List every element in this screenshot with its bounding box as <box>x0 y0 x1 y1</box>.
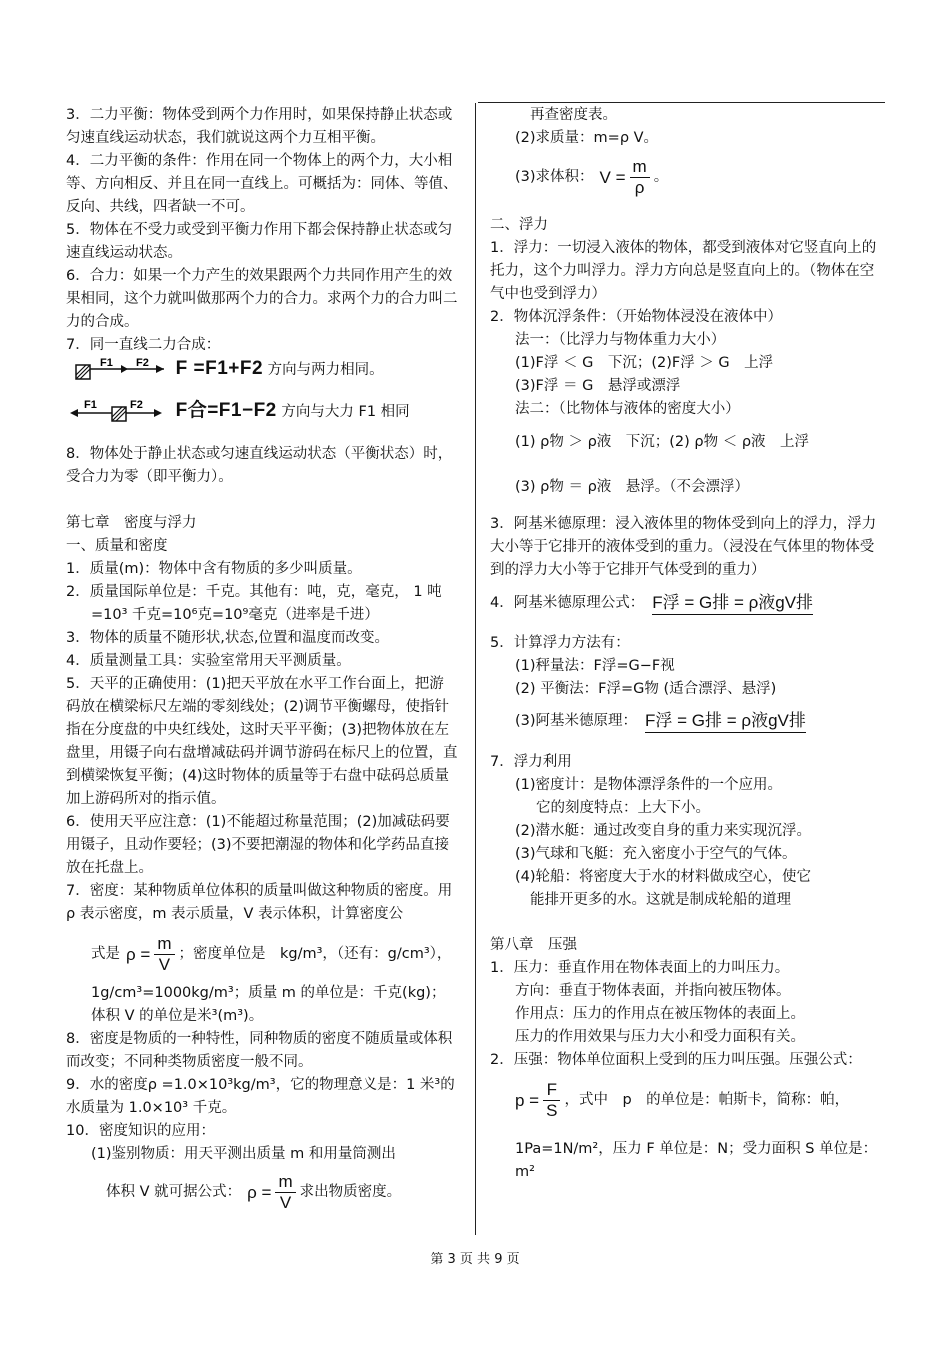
pressure-point: 作用点：压力的作用点在被压物体的表面上。 <box>515 1006 805 1022</box>
pascal-unit: 1Pa=1N/m²，压力 F 单位是：N；受力面积 S 单位是： <box>515 1141 878 1157</box>
method-1-cases: (1)F浮 ＜ G 下沉；(2)F浮 ＞ G 上浮 <box>515 355 774 371</box>
method-1: 法一：（比浮力与物体重力大小） <box>515 332 726 348</box>
ship-cont: 能排开更多的水。这就是制成轮船的道理 <box>530 892 791 908</box>
density-formula-row-2: 体积 V 就可据公式： ρ = $\frac{m}{V}$ 求出物质密度。 <box>106 1171 402 1212</box>
balance-method: (2) 平衡法：F浮=G物 (适合漂浮、悬浮) <box>515 681 777 697</box>
density-item-8: 8．密度是物质的一种特性，同种物质的密度不随质量或体积而改变；不同种类物质密度一般不同。 <box>66 1031 453 1070</box>
density-fraction: $\frac{m}{V}$ <box>154 934 174 975</box>
section-buoyancy: 二、浮力 <box>490 217 548 233</box>
find-volume-row: (3)求体积： V = $\frac{m}{\rho}$ 。 <box>515 156 669 197</box>
force-diagram-opposite-direction <box>66 399 171 425</box>
density-item-10: 10．密度知识的应用： <box>66 1123 215 1139</box>
mass-item-1: 1．质量(m)：物体中含有物质的多少叫质量。 <box>66 561 362 577</box>
right-column <box>490 104 882 1184</box>
chapter-7-title: 第七章 密度与浮力 <box>66 515 197 531</box>
svg-text:F1: F1 <box>84 399 97 411</box>
force-diff-row <box>66 385 458 443</box>
method-2: 法二：（比物体与液体的密度大小） <box>515 401 740 417</box>
buoyancy-item-3: 3．阿基米德原理：浸入液体里的物体受到向上的浮力，浮力大小等于它排开的液体受到的重力。（浸没在气体里的物体受到的浮力大小等于它排开气体受到的重力） <box>490 516 877 578</box>
area-unit: m² <box>515 1164 535 1180</box>
formula-sum-note: 方向与两力相同。 <box>267 362 384 378</box>
pressure-item-1: 1．压力：垂直作用在物体表面上的力叫压力。 <box>490 960 790 976</box>
mass-item-5: 5．天平的正确使用：(1)把天平放在水平工作台面上，把游码放在横梁标尺左端的零刻线处；(2)调节平衡螺母，使指针指在分度盘的中央红线处，这时天平平衡；(3)把物体放在左盘里，用镊子向右盘增减砝码并调节游码在标尺上的位置，直到横梁恢复平衡；(4)这时物体的质量等于右盘中砝码总质量加上游码所对的指示值。 <box>66 676 458 807</box>
item-5: 5．物体在不受力或受到平衡力作用下都会保持静止状态或匀速直线运动状态。 <box>66 222 453 261</box>
item-8: 8．物体处于静止状态或匀速直线运动状态（平衡状态）时，受合力为零（即平衡力）。 <box>66 446 453 485</box>
density-item-7-cont: 1g/cm³=1000kg/m³；质量 m 的单位是：千克(kg)；体积 V 的单位是米³(m³)。 <box>91 985 446 1024</box>
column-divider <box>475 103 476 1235</box>
hydrometer: (1)密度计：是物体漂浮条件的一个应用。 <box>515 777 783 793</box>
archimedes-formula-row: 4．阿基米德原理公式： F浮 = G排 = ρ液gV排 <box>490 582 882 624</box>
mass-item-3: 3．物体的质量不随形状,状态,位置和温度而改变。 <box>66 630 389 646</box>
section-mass-density: 一、质量和密度 <box>66 538 168 554</box>
svg-text:F2: F2 <box>136 357 149 369</box>
balloon: (3)气球和飞艇：充入密度小于空气的气体。 <box>515 846 797 862</box>
mass-item-4: 4．质量测量工具：实验室常用天平测质量。 <box>66 653 351 669</box>
page-footer: 第 3 页 共 9 页 <box>430 1252 520 1267</box>
force-diagram-same-direction <box>66 357 171 383</box>
hydrometer-scale: 它的刻度特点：上大下小。 <box>536 800 710 816</box>
pressure-item-2: 2．压强：物体单位面积上受到的压力叫压强。压强公式： <box>490 1052 862 1068</box>
buoyancy-item-1: 1．浮力：一切浸入液体的物体，都受到液体对它竖直向上的托力，这个力叫浮力。浮力方向总是竖直向上的。（物体在空气中也受到浮力） <box>490 240 877 302</box>
pressure-direction: 方向：垂直于物体表面，并指向被压物体。 <box>515 983 791 999</box>
pressure-formula-row: p = $\frac{F}{S}$ ，式中 p 的单位是：帕斯卡，简称：帕， <box>515 1079 850 1120</box>
buoyancy-item-5: 5．计算浮力方法有： <box>490 635 630 651</box>
find-mass: (2)求质量：m=ρ V。 <box>515 130 659 146</box>
buoyancy-item-7: 7．浮力利用 <box>490 754 572 770</box>
archimedes-formula: F浮 = G排 = ρ液gV排 <box>652 591 813 615</box>
item-3: 3．二力平衡：物体受到两个力作用时，如果保持静止状态或匀速直线运动状态，我们就说这两个力互相平衡。 <box>66 107 453 146</box>
volume-fraction: $\frac{m}{\rho}$ <box>630 157 650 198</box>
left-column <box>66 104 458 1218</box>
pressure-effect: 压力的作用效果与压力大小和受力面积有关。 <box>515 1029 805 1045</box>
formula-difference-note: 方向与大力 F1 相同 <box>281 404 410 420</box>
item-7: 7．同一直线二力合成： <box>66 337 221 353</box>
item-6: 6．合力：如果一个力产生的效果跟两个力共同作用产生的效果相同，这个力就叫做那两个力的合力。求两个力的合力叫二力的合成。 <box>66 268 458 330</box>
svg-text:F1: F1 <box>100 357 113 369</box>
weighing-method: (1)秤量法：F浮=G−F视 <box>515 658 675 674</box>
ship: (4)轮船：将密度大于水的材料做成空心，使它 <box>515 869 812 885</box>
formula-sum: F =F1+F2 <box>175 358 264 379</box>
force-sum-row <box>66 357 458 385</box>
lookup-table-note: 再查密度表。 <box>530 107 617 123</box>
method-2-cases: (1) ρ物 ＞ ρ液 下沉；(2) ρ物 ＜ ρ液 上浮 <box>515 434 810 450</box>
density-item-10a: (1)鉴别物质：用天平测出质量 m 和用量筒测出 <box>91 1146 396 1162</box>
rho-symbol: ρ = <box>126 944 151 964</box>
density-fraction-2: $\frac{m}{V}$ <box>275 1172 295 1213</box>
method-1-case-3: (3)F浮 ＝ G 悬浮或漂浮 <box>515 378 681 394</box>
density-item-9: 9．水的密度ρ =1.0×10³kg/m³，它的物理意义是：1 米³的水质量为 1.0×10³ 千克。 <box>66 1077 455 1116</box>
mass-item-2: 2．质量国际单位是：千克。其他有：吨，克，毫克， 1 吨 <box>66 584 442 600</box>
top-rule <box>478 102 885 103</box>
density-unit: ；密度单位是 kg/m³，（还有：g/cm³）， <box>178 945 452 962</box>
item-4: 4．二力平衡的条件：作用在同一个物体上的两个力，大小相等、方向相反、并且在同一直线上。可概括为：同体、等值、反向、共线，四者缺一不可。 <box>66 153 458 215</box>
archimedes-method-row: (3)阿基米德原理： F浮 = G排 = ρ液gV排 <box>490 701 882 741</box>
density-formula-row: 式是 ρ = $\frac{m}{V}$ ；密度单位是 kg/m³，（还有：g/cm³）， <box>91 933 452 974</box>
density-item-7: 7．密度：某种物质单位体积的质量叫做这种物质的密度。用 ρ 表示密度，m 表示质量，V 表示体积，计算密度公 <box>66 883 453 922</box>
formula-difference: F合=F1−F2 <box>175 400 277 421</box>
buoyancy-item-2: 2．物体沉浮条件：（开始物体浸没在液体中） <box>490 309 782 325</box>
mass-item-6: 6．使用天平应注意：(1)不能超过称量范围；(2)加减砝码要用镊子，且动作要轻；(3)不要把潮湿的物体和化学药品直接放在托盘上。 <box>66 814 450 876</box>
chapter-8-title: 第八章 压强 <box>490 937 577 953</box>
submarine: (2)潜水艇：通过改变自身的重力来实现沉浮。 <box>515 823 812 839</box>
mass-item-2-cont: =10³ 千克=10⁶克=10⁹毫克（进率是千进） <box>91 607 379 623</box>
svg-text:F2: F2 <box>130 399 143 411</box>
method-2-case-3: (3) ρ物 ＝ ρ液 悬浮。（不会漂浮） <box>515 479 750 495</box>
pressure-fraction: $\frac{F}{S}$ <box>543 1080 560 1121</box>
